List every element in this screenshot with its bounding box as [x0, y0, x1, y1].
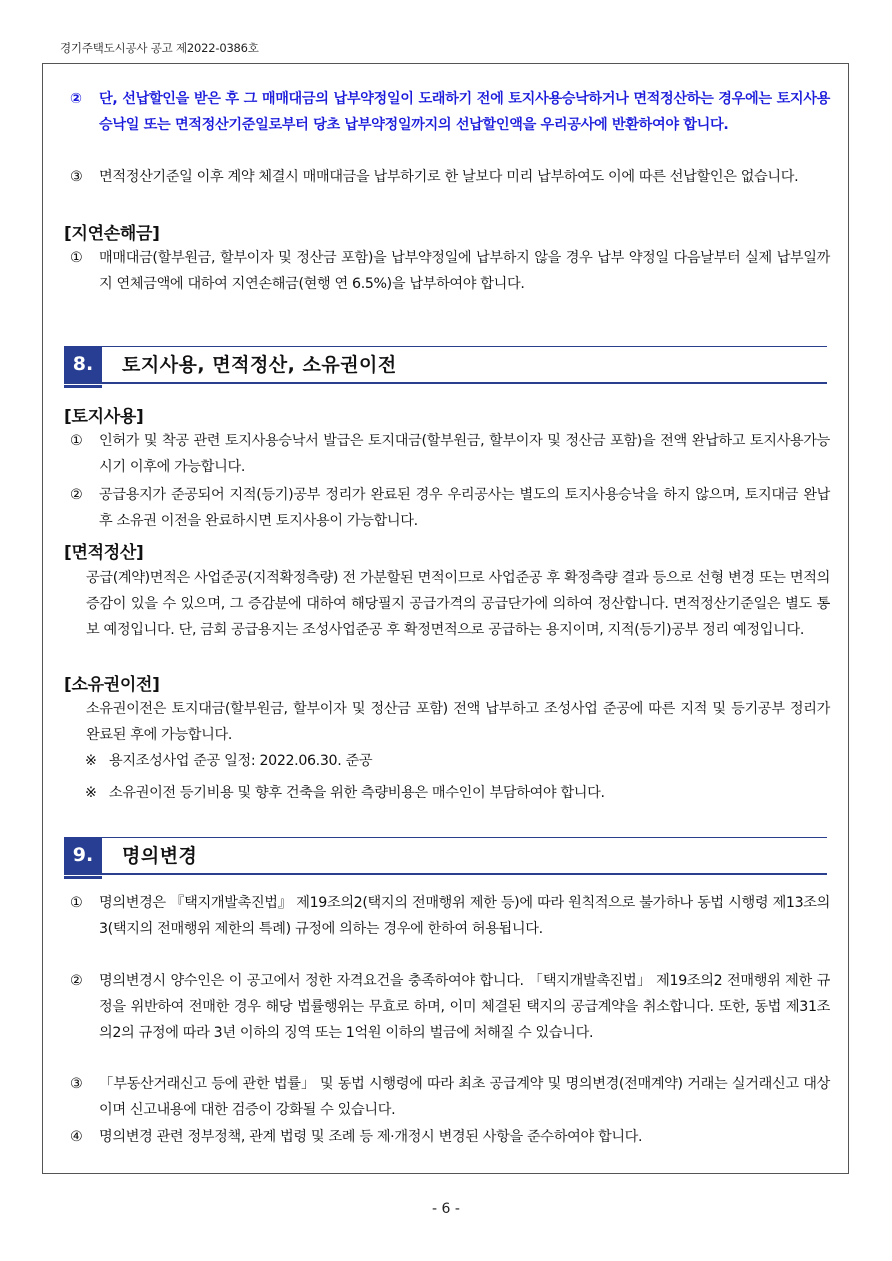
item-number: ① — [70, 895, 83, 911]
list-item-name-change-2 — [70, 968, 830, 1046]
note-mark: ※ — [85, 785, 97, 801]
section-number-underline — [64, 876, 102, 879]
item-text: 명의변경 관련 정부정책, 관계 법령 및 조례 등 제·개정시 변경된 사항을 준수하여야 합니다. — [99, 1129, 643, 1145]
note-completion-date — [85, 748, 825, 774]
item-number: ① — [70, 250, 83, 266]
note-mark: ※ — [85, 753, 97, 769]
item-number: ④ — [70, 1129, 83, 1145]
section-8-number: 8. — [64, 346, 102, 382]
section-top-rule — [102, 346, 827, 347]
area-settlement-heading: [면적정산] — [64, 543, 144, 563]
list-item-land-use-1 — [70, 428, 830, 480]
item-number: ② — [70, 487, 83, 503]
section-9-number: 9. — [64, 837, 102, 873]
list-item-land-use-2 — [70, 482, 830, 534]
item-text: 인허가 및 착공 관련 토지사용승낙서 발급은 토지대금(할부원금, 할부이자 및 정산금 포함)을 전액 완납하고 토지사용가능시기 이후에 가능합니다. — [99, 433, 830, 475]
list-item-prepay-refund — [70, 86, 830, 138]
item-text: 공급용지가 준공되어 지적(등기)공부 정리가 완료된 경우 우리공사는 별도의 토지사용승낙을 하지 않으며, 토지대금 완납 후 소유권 이전을 완료하시면 토지사용이 가능합니다. — [99, 487, 830, 529]
item-number: ① — [70, 433, 83, 449]
area-settlement-text: 공급(계약)면적은 사업준공(지적확정측량) 전 가분할된 면적이므로 사업준공 후 확정측량 결과 등으로 선형 변경 또는 면적의 증감이 있을 수 있으며, 그 증감분에 대하여 해당필지 공급가격의 공급단가에 의하여 정산합니다. 면적정산기준일은 별도 통보 예정입니다. 단, 금회 공급용지는 조성사업준공 후 확정면적으로 공급하는 용지이며, 지적(등기)공부 정리 예정입니다. — [86, 570, 830, 638]
item-number: ③ — [70, 1076, 83, 1092]
ownership-text: 소유권이전은 토지대금(할부원금, 할부이자 및 정산금 포함) 전액 납부하고 조성사업 준공에 따른 지적 및 등기공부 정리가 완료된 후에 가능합니다. — [86, 701, 830, 743]
note-text: 소유권이전 등기비용 및 향후 건축을 위한 측량비용은 매수인이 부담하여야 합니다. — [109, 785, 605, 801]
document-id: 경기주택도시공사 공고 제2022-0386호 — [60, 41, 259, 55]
item-text: 명의변경시 양수인은 이 공고에서 정한 자격요건을 충족하여야 합니다. 「택지개발촉진법」 제19조의2 전매행위 제한 규정을 위반하여 전매한 경우 해당 법률행위는 무효로 하며, 이미 체결된 택지의 공급계약을 취소합니다. 또한, 동법 제31조의2의 규정에 따라 3년 이하의 징역 또는 1억원 이하의 벌금에 처해질 수 있습니다. — [99, 973, 830, 1041]
list-item-late-fee — [70, 245, 830, 297]
section-8-title: 토지사용, 면적정산, 소유권이전 — [122, 354, 397, 376]
section-9-title: 명의변경 — [122, 845, 198, 867]
list-item-name-change-3 — [70, 1071, 830, 1123]
note-registration-cost — [85, 780, 825, 806]
item-number: ② — [70, 973, 83, 989]
section-top-rule — [102, 837, 827, 838]
section-number-underline — [64, 385, 102, 388]
item-text: 명의변경은 『택지개발촉진법』 제19조의2(택지의 전매행위 제한 등)에 따라 원칙적으로 불가하나 동법 시행령 제13조의3(택지의 전매행위 제한의 특례) 규정에 의하는 경우에 한하여 허용됩니다. — [99, 895, 830, 937]
note-text: 용지조성사업 준공 일정: 2022.06.30. 준공 — [109, 753, 373, 769]
section-8-header — [64, 346, 827, 384]
list-item-no-discount — [70, 164, 830, 190]
late-fee-heading: [지연손해금] — [64, 224, 160, 244]
land-use-heading: [토지사용] — [64, 407, 144, 427]
item-number: ③ — [70, 169, 83, 185]
content-frame — [42, 63, 849, 1174]
item-text: 면적정산기준일 이후 계약 체결시 매매대금을 납부하기로 한 날보다 미리 납부하여도 이에 따른 선납할인은 없습니다. — [99, 169, 799, 185]
item-text: 단, 선납할인을 받은 후 그 매매대금의 납부약정일이 도래하기 전에 토지사용승낙하거나 면적정산하는 경우에는 토지사용승낙일 또는 면적정산기준일로부터 당초 납부약정일까지의 선납할인액을 우리공사에 반환하여야 합니다. — [99, 91, 830, 133]
page-number: - 6 - — [432, 1201, 460, 1217]
item-text: 매매대금(할부원금, 할부이자 및 정산금 포함)을 납부약정일에 납부하지 않을 경우 납부 약정일 다음날부터 실제 납부일까지 연체금액에 대하여 지연손해금(현행 연 6.5%)을 납부하여야 합니다. — [99, 250, 830, 292]
section-9-header — [64, 837, 827, 875]
ownership-heading: [소유권이전] — [64, 675, 160, 695]
item-text: 「부동산거래신고 등에 관한 법률」 및 동법 시행령에 따라 최초 공급계약 및 명의변경(전매계약) 거래는 실거래신고 대상이며 신고내용에 대한 검증이 강화될 수 있습니다. — [99, 1076, 830, 1118]
list-item-name-change-4 — [70, 1124, 830, 1150]
item-number: ② — [70, 91, 82, 107]
list-item-name-change-1 — [70, 890, 830, 942]
